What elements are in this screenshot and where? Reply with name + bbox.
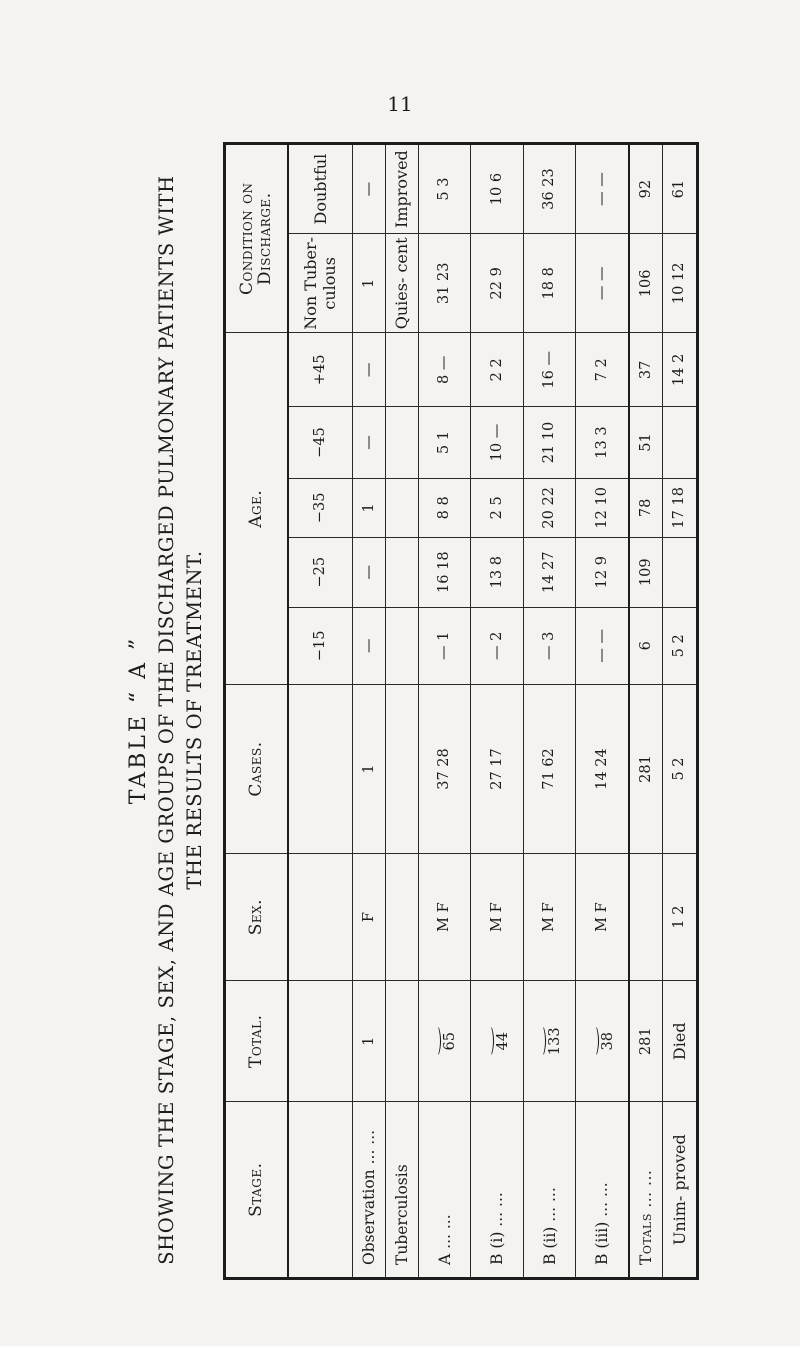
age-col-header: −25 bbox=[288, 537, 353, 607]
condition-cell bbox=[663, 407, 698, 479]
age-cell: 13 8 bbox=[471, 537, 524, 607]
table-heading bbox=[125, 100, 209, 1340]
age-cell: — 1 bbox=[418, 607, 471, 684]
condition-cell: 14 2 bbox=[663, 333, 698, 407]
stage-cell: B (iii) ... ... bbox=[576, 1102, 629, 1279]
sex-header: Sex. bbox=[225, 854, 288, 981]
age-cell: 78 bbox=[629, 478, 663, 537]
extra-condition-columns-row bbox=[663, 144, 698, 1279]
age-cell bbox=[385, 537, 418, 607]
total-cell: 281 bbox=[629, 981, 663, 1102]
subheader-row bbox=[288, 144, 353, 1279]
age-cell: 2 5 bbox=[471, 478, 524, 537]
sex-cell: M F bbox=[576, 854, 629, 981]
condition-cell: 106 bbox=[629, 234, 663, 333]
condition-cell: 1 2 bbox=[663, 854, 698, 981]
age-group-header: Age. bbox=[225, 333, 288, 684]
stage-cell: Tuberculosis bbox=[385, 1102, 418, 1279]
table-row bbox=[385, 144, 418, 1279]
age-cell: 16 — bbox=[523, 333, 576, 407]
age-cell: — 2 bbox=[471, 607, 524, 684]
age-cell: 20 22 bbox=[523, 478, 576, 537]
condition-cell: — bbox=[353, 144, 386, 234]
condition-cell: — — bbox=[576, 234, 629, 333]
sex-cell: M F bbox=[418, 854, 471, 981]
table-row bbox=[353, 144, 386, 1279]
total-cell: 1 bbox=[353, 981, 386, 1102]
improved-header: Improved bbox=[385, 144, 418, 234]
age-cell: 1 bbox=[353, 478, 386, 537]
stage-cell: A ... ... bbox=[418, 1102, 471, 1279]
cases-cell bbox=[385, 684, 418, 853]
stage-cell: Totals ... ... bbox=[629, 1102, 663, 1279]
condition-cell: 61 bbox=[663, 144, 698, 234]
age-cell: 2 2 bbox=[471, 333, 524, 407]
table-caption-line-1: SHOWING THE STAGE, SEX, AND AGE GROUPS OF THE DISCHARGED PULMONARY PATIENTS WITH bbox=[155, 175, 178, 1265]
age-cell: — 3 bbox=[523, 607, 576, 684]
condition-cell: 36 23 bbox=[523, 144, 576, 234]
age-cell: 12 10 bbox=[576, 478, 629, 537]
unimproved-header: Unim- proved bbox=[663, 1102, 698, 1279]
cases-cell: 71 62 bbox=[523, 684, 576, 853]
cases-cell: 1 bbox=[353, 684, 386, 853]
sex-cell bbox=[629, 854, 663, 981]
condition-cell: — — bbox=[576, 144, 629, 234]
sex-cell bbox=[385, 854, 418, 981]
page-number: 11 bbox=[387, 92, 413, 116]
table-caption-line-2: THE RESULTS OF TREATMENT. bbox=[183, 550, 206, 890]
condition-cell: 5 2 bbox=[663, 684, 698, 853]
sex-cell: M F bbox=[471, 854, 524, 981]
total-cell: ⏝ 38 bbox=[576, 981, 629, 1102]
cases-header: Cases. bbox=[225, 684, 288, 853]
total-header: Total. bbox=[225, 981, 288, 1102]
age-cell bbox=[385, 607, 418, 684]
sex-cell: M F bbox=[523, 854, 576, 981]
cases-cell: 27 17 bbox=[471, 684, 524, 853]
header-row bbox=[225, 144, 288, 1279]
sex-cell: F bbox=[353, 854, 386, 981]
age-col-header: +45 bbox=[288, 333, 353, 407]
age-cell bbox=[385, 478, 418, 537]
total-cell bbox=[385, 981, 418, 1102]
age-cell: 7 2 bbox=[576, 333, 629, 407]
stage-cell: B (ii) ... ... bbox=[523, 1102, 576, 1279]
stage-cell: Observation ... ... bbox=[353, 1102, 386, 1279]
table-title: TABLE “ A ” bbox=[126, 635, 151, 805]
total-cell: ⏝ 44 bbox=[471, 981, 524, 1102]
age-cell: 16 18 bbox=[418, 537, 471, 607]
stage-cell: B (i) ... ... bbox=[471, 1102, 524, 1279]
quiescent-header: Quies- cent bbox=[385, 234, 418, 333]
table-row bbox=[471, 144, 524, 1279]
condition-cell: 10 12 bbox=[663, 234, 698, 333]
age-cell: 12 9 bbox=[576, 537, 629, 607]
condition-cell: 92 bbox=[629, 144, 663, 234]
age-col-header: −35 bbox=[288, 478, 353, 537]
age-cell: 21 10 bbox=[523, 407, 576, 479]
cases-cell: 37 28 bbox=[418, 684, 471, 853]
age-cell: 14 27 bbox=[523, 537, 576, 607]
age-cell: — — bbox=[576, 607, 629, 684]
table-row bbox=[523, 144, 576, 1279]
rotated-table-wrapper bbox=[223, 142, 699, 1280]
cases-cell: 14 24 bbox=[576, 684, 629, 853]
age-cell bbox=[385, 333, 418, 407]
age-cell: 10 — bbox=[471, 407, 524, 479]
total-cell: ⏝ 133 bbox=[523, 981, 576, 1102]
condition-cell bbox=[663, 537, 698, 607]
age-cell: 13 3 bbox=[576, 407, 629, 479]
cases-cell: 281 bbox=[629, 684, 663, 853]
died-header: Died bbox=[663, 981, 698, 1102]
age-col-header: −15 bbox=[288, 607, 353, 684]
condition-cell: 31 23 bbox=[418, 234, 471, 333]
condition-cell: 17 18 bbox=[663, 478, 698, 537]
age-cell: — bbox=[353, 407, 386, 479]
age-cell: 6 bbox=[629, 607, 663, 684]
table-row bbox=[418, 144, 471, 1279]
condition-cell: 18 8 bbox=[523, 234, 576, 333]
condition-cell: 22 9 bbox=[471, 234, 524, 333]
age-cell: 8 8 bbox=[418, 478, 471, 537]
doubtful-header: Doubtful bbox=[288, 144, 353, 234]
condition-cell: 1 bbox=[353, 234, 386, 333]
condition-cell: 5 3 bbox=[418, 144, 471, 234]
condition-group-header: Condition on Discharge. bbox=[225, 144, 288, 333]
total-cell: ⏝ 65 bbox=[418, 981, 471, 1102]
age-cell: 5 1 bbox=[418, 407, 471, 479]
age-cell: — bbox=[353, 537, 386, 607]
non-tuberculous-header: Non Tuber- culous bbox=[288, 234, 353, 333]
age-cell: — bbox=[353, 607, 386, 684]
age-cell bbox=[385, 407, 418, 479]
age-cell: 8 — bbox=[418, 333, 471, 407]
table-row bbox=[576, 144, 629, 1279]
age-cell: 51 bbox=[629, 407, 663, 479]
stage-header: Stage. bbox=[225, 1102, 288, 1279]
age-cell: 37 bbox=[629, 333, 663, 407]
discharge-table bbox=[223, 142, 699, 1280]
condition-cell: 5 2 bbox=[663, 607, 698, 684]
totals-row bbox=[629, 144, 663, 1279]
age-cell: — bbox=[353, 333, 386, 407]
condition-cell: 10 6 bbox=[471, 144, 524, 234]
age-cell: 109 bbox=[629, 537, 663, 607]
age-col-header: −45 bbox=[288, 407, 353, 479]
